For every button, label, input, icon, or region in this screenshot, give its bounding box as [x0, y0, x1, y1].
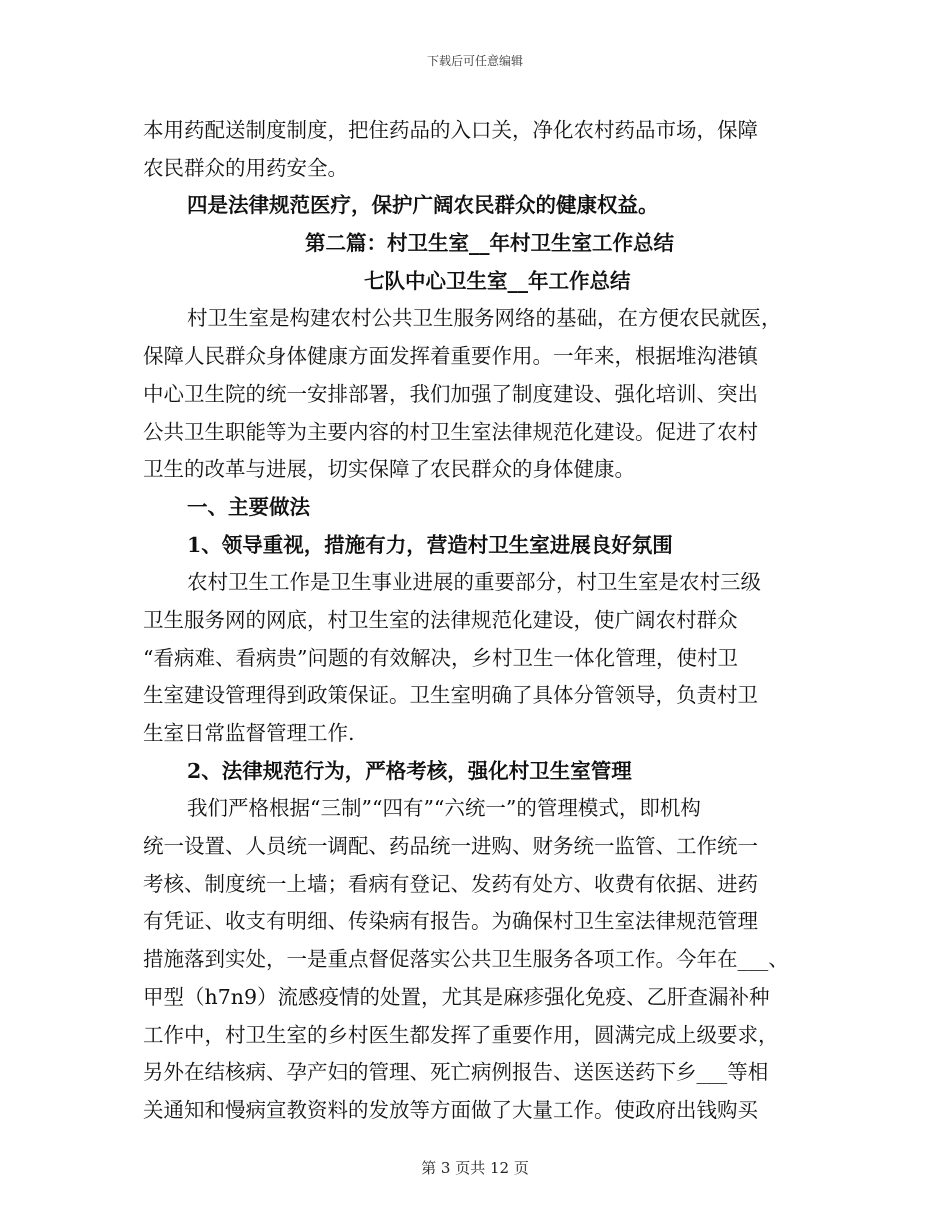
paragraph-line: “看病难、看病贵”问题的有效解决，乡村卫生一体化管理，使村卫 — [143, 645, 738, 670]
paragraph-line: 关通知和慢病宣教资料的发放等方面做了大量工作。使政府出钱购买 — [143, 1097, 758, 1122]
paragraph-line: 甲型（h7n9）流感疫情的处置，尤其是麻疹强化免疫、乙肝查漏补种 — [143, 984, 770, 1009]
paragraph-line: 本用药配送制度制度，把住药品的入口关，净化农村药品市场，保障 — [143, 118, 758, 142]
page-footer: 第 3 页共 12 页 — [421, 1159, 529, 1177]
paragraph-line: 农村卫生工作是卫生事业进展的重要部分，村卫生室是农村三级 — [187, 570, 761, 595]
paragraph-line: 卫生服务网的网底，村卫生室的法律规范化建设，使广阔农村群众 — [143, 607, 738, 632]
paragraph-line: 公共卫生职能等为主要内容的村卫生室法律规范化建设。促进了农村 — [143, 419, 758, 444]
section-title: 七队中心卫生室__年工作总结 — [364, 268, 631, 293]
paragraph-line: 保障人民群众身体健康方面发挥着重要作用。一年来，根据堆沟港镇 — [143, 344, 758, 369]
paragraph-line: 另外在结核病、孕产妇的管理、死亡病例报告、送医送药下乡___等相 — [143, 1060, 769, 1085]
paragraph-line: 考核、制度统一上墙；看病有登记、发药有处方、收费有依据、进药 — [143, 871, 758, 896]
paragraph-line: 统一设置、人员统一调配、药品统一进购、财务统一监管、工作统一 — [143, 834, 758, 859]
paragraph-line: 生室日常监督管理工作. — [143, 721, 355, 745]
paragraph-line: 生室建设管理得到政策保证。卫生室明确了具体分管领导，负责村卫 — [143, 683, 758, 708]
paragraph-line: 有凭证、收支有明细、传染病有报告。为确保村卫生室法律规范管理 — [143, 909, 758, 934]
paragraph-line: 农民群众的用药安全。 — [143, 155, 348, 180]
paragraph-line: 措施落到实处，一是重点督促落实公共卫生服务各项工作。今年在___、 — [143, 947, 789, 972]
paragraph-line: 我们严格根据“三制”“四有”“六统一”的管理模式，即机构 — [187, 796, 701, 821]
paragraph-line: 中心卫生院的统一安排部署，我们加强了制度建设、强化培训、突出 — [143, 381, 758, 406]
paragraph-line: 村卫生室是构建农村公共卫生服务网络的基础，在方便农民就医， — [187, 306, 782, 331]
paragraph-line: 卫生的改革与进展，切实保障了农民群众的身体健康。 — [143, 457, 635, 482]
heading-main-practices: 一、主要做法 — [187, 494, 310, 519]
document-body — [143, 112, 823, 1130]
page-header: 下载后可任意编辑 — [426, 54, 523, 68]
bold-paragraph: 四是法律规范医疗，保护广阔农民群众的健康权益。 — [187, 193, 659, 218]
subheading-1: 1、领导重视，措施有力，营造村卫生室进展良好氛围 — [187, 532, 673, 557]
paragraph-line: 工作中，村卫生室的乡村医生都发挥了重要作用，圆满完成上级要求， — [143, 1022, 779, 1047]
chapter-title: 第二篇：村卫生室__年村卫生室工作总结 — [305, 231, 674, 256]
subheading-2: 2、法律规范行为，严格考核，强化村卫生室管理 — [187, 758, 632, 783]
